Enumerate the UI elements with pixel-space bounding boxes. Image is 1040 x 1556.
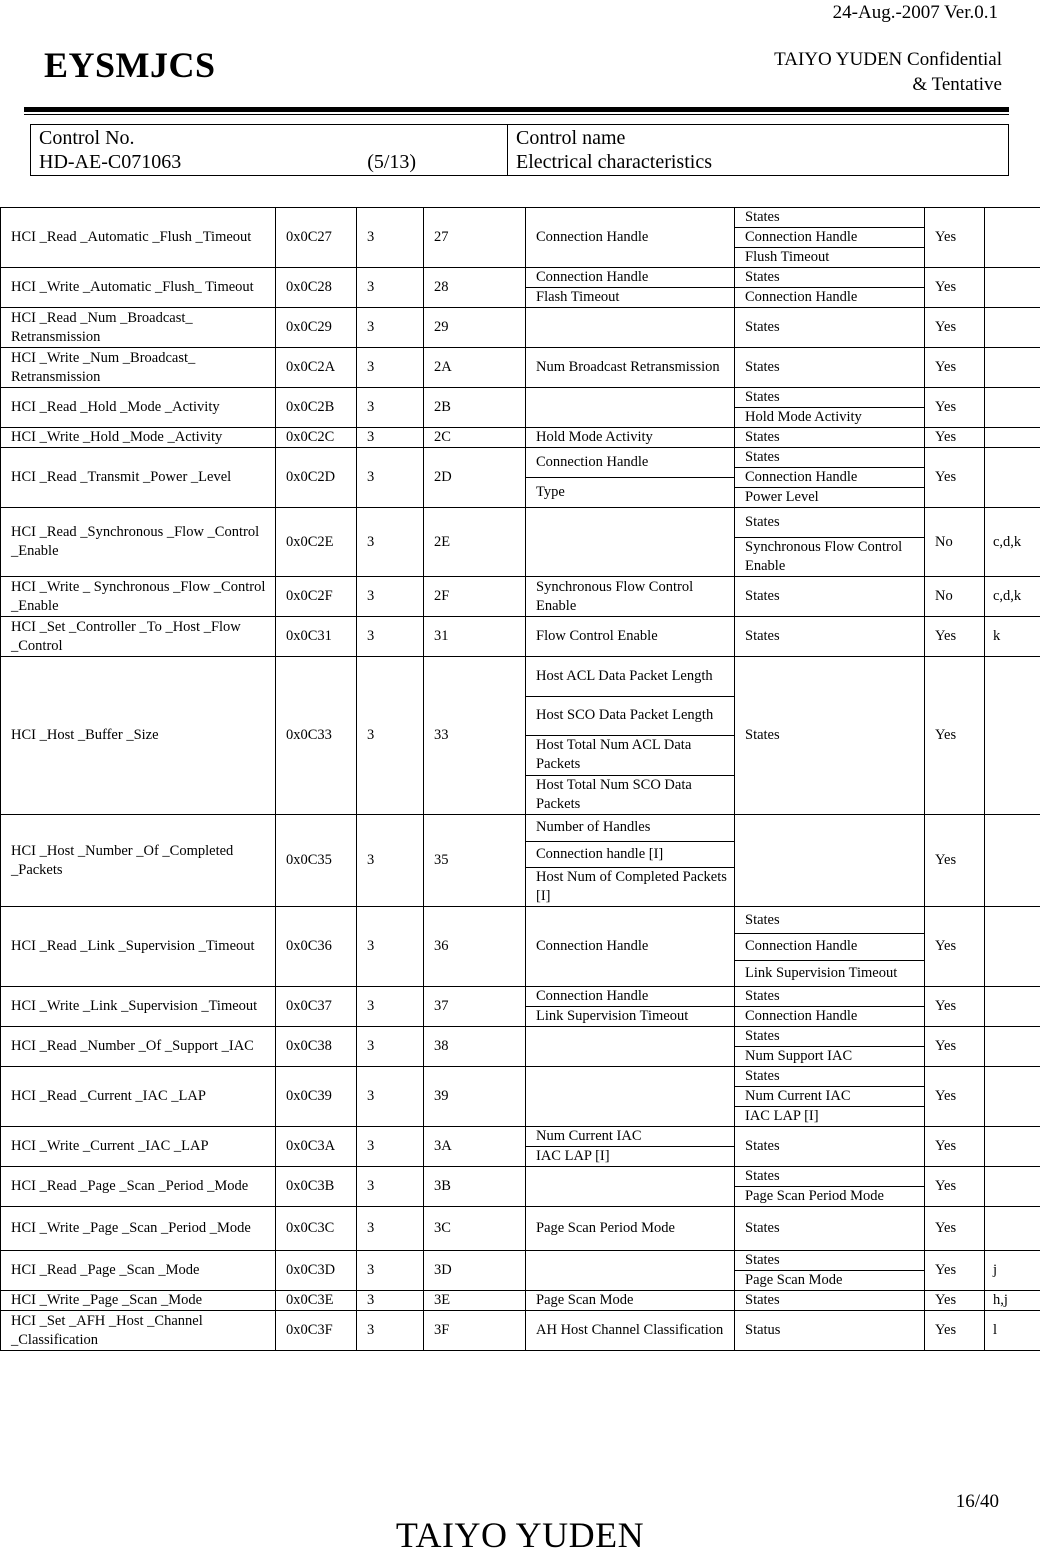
command-parameter-cell: Hold Mode Activity [526, 428, 735, 448]
return-parameter-cell: Page Scan Mode [735, 1271, 925, 1291]
ocf-cell: 2B [424, 388, 526, 428]
ogf-cell: 3 [357, 1207, 424, 1251]
control-page-ref: (5/13) [367, 150, 416, 174]
command-cell: HCI _Read _Automatic _Flush _Timeout [1, 208, 276, 268]
notes-cell: c,d,k [985, 508, 1040, 577]
supported-cell: Yes [925, 617, 985, 657]
ocf-cell: 29 [424, 308, 526, 348]
control-name-cell [508, 125, 1009, 176]
table-row [1, 1127, 1040, 1147]
command-parameter-cell [526, 1251, 735, 1291]
opcode-cell: 0x0C39 [276, 1067, 357, 1127]
command-cell: HCI _Read _Page _Scan _Mode [1, 1251, 276, 1291]
opcode-cell: 0x0C36 [276, 907, 357, 987]
ogf-cell: 3 [357, 1167, 424, 1207]
ogf-cell: 3 [357, 1127, 424, 1167]
control-number-value: HD-AE-C071063 [39, 151, 181, 173]
command-parameter-cell: Host Total Num ACL Data Packets [526, 736, 735, 776]
ocf-cell: 3E [424, 1291, 526, 1311]
notes-cell [985, 815, 1040, 907]
ocf-cell: 31 [424, 617, 526, 657]
table-row [1, 657, 1040, 697]
ogf-cell: 3 [357, 448, 424, 508]
ogf-cell: 3 [357, 388, 424, 428]
opcode-cell: 0x0C3B [276, 1167, 357, 1207]
ogf-cell: 3 [357, 208, 424, 268]
return-parameter-cell: States [735, 428, 925, 448]
command-cell: HCI _Read _Hold _Mode _Activity [1, 388, 276, 428]
ocf-cell: 2A [424, 348, 526, 388]
ogf-cell: 3 [357, 577, 424, 617]
supported-cell: Yes [925, 268, 985, 308]
opcode-cell: 0x0C2F [276, 577, 357, 617]
ogf-cell: 3 [357, 1027, 424, 1067]
return-parameter-cell: Connection Handle [735, 1007, 925, 1027]
return-parameter-cell: States [735, 1127, 925, 1167]
notes-cell [985, 1207, 1040, 1251]
supported-cell: No [925, 508, 985, 577]
command-parameter-cell [526, 388, 735, 428]
supported-cell: Yes [925, 907, 985, 987]
table-row [1, 268, 1040, 288]
opcode-cell: 0x0C2C [276, 428, 357, 448]
header-thin-rule [24, 114, 1009, 115]
return-parameter-cell: States [735, 348, 925, 388]
command-parameter-cell [526, 1027, 735, 1067]
return-parameter-cell: Page Scan Period Mode [735, 1187, 925, 1207]
command-parameter-cell: Host Num of Completed Packets [I] [526, 868, 735, 907]
command-parameter-cell: Host Total Num SCO Data Packets [526, 775, 735, 815]
command-cell: HCI _Write _Hold _Mode _Activity [1, 428, 276, 448]
return-parameter-cell: States [735, 1067, 925, 1087]
command-parameter-cell [526, 1167, 735, 1207]
control-number-cell [31, 125, 508, 176]
table-row [1, 428, 1040, 448]
command-cell: HCI _Set _Controller _To _Host _Flow _Control [1, 617, 276, 657]
ocf-cell: 2C [424, 428, 526, 448]
ogf-cell: 3 [357, 1067, 424, 1127]
supported-cell: Yes [925, 1207, 985, 1251]
command-parameter-cell: AH Host Channel Classification [526, 1311, 735, 1351]
supported-cell: Yes [925, 428, 985, 448]
notes-cell [985, 1127, 1040, 1167]
command-cell: HCI _Read _Page _Scan _Period _Mode [1, 1167, 276, 1207]
table-row [1, 1067, 1040, 1087]
command-cell: HCI _Write _Current _IAC _LAP [1, 1127, 276, 1167]
supported-cell: Yes [925, 987, 985, 1027]
command-parameter-cell: Page Scan Mode [526, 1291, 735, 1311]
confidential-line-2: & Tentative [774, 72, 1002, 97]
command-cell: HCI _Read _Link _Supervision _Timeout [1, 907, 276, 987]
return-parameter-cell: States [735, 617, 925, 657]
return-parameter-cell: Num Support IAC [735, 1047, 925, 1067]
return-parameter-cell: States [735, 577, 925, 617]
table-row [1, 1167, 1040, 1187]
ogf-cell: 3 [357, 428, 424, 448]
notes-cell [985, 907, 1040, 987]
command-cell: HCI _Write _Automatic _Flush_ Timeout [1, 268, 276, 308]
ocf-cell: 2D [424, 448, 526, 508]
command-parameter-cell: IAC LAP [I] [526, 1147, 735, 1167]
table-row [1, 617, 1040, 657]
opcode-cell: 0x0C31 [276, 617, 357, 657]
ocf-cell: 38 [424, 1027, 526, 1067]
hci-command-table-body [1, 208, 1040, 1351]
ogf-cell: 3 [357, 348, 424, 388]
control-name-value: Electrical characteristics [516, 150, 1000, 174]
table-row [1, 348, 1040, 388]
supported-cell: Yes [925, 1067, 985, 1127]
opcode-cell: 0x0C2D [276, 448, 357, 508]
command-parameter-cell: Host SCO Data Packet Length [526, 696, 735, 736]
ogf-cell: 3 [357, 1251, 424, 1291]
opcode-cell: 0x0C2B [276, 388, 357, 428]
notes-cell: k [985, 617, 1040, 657]
notes-cell: c,d,k [985, 577, 1040, 617]
command-cell: HCI _Read _Number _Of _Support _IAC [1, 1027, 276, 1067]
command-parameter-cell: Num Current IAC [526, 1127, 735, 1147]
confidential-line-1: TAIYO YUDEN Confidential [774, 47, 1002, 72]
return-parameter-cell: Link Supervision Timeout [735, 960, 925, 987]
ocf-cell: 3B [424, 1167, 526, 1207]
return-parameter-cell: Connection Handle [735, 228, 925, 248]
return-parameter-cell: States [735, 208, 925, 228]
return-parameter-cell: IAC LAP [I] [735, 1107, 925, 1127]
return-parameter-cell: Status [735, 1311, 925, 1351]
opcode-cell: 0x0C27 [276, 208, 357, 268]
control-info-table [30, 124, 1009, 176]
supported-cell: Yes [925, 308, 985, 348]
return-parameter-cell: States [735, 1251, 925, 1271]
supported-cell: Yes [925, 348, 985, 388]
command-cell: HCI _Set _AFH _Host _Channel _Classification [1, 1311, 276, 1351]
command-cell: HCI _Read _Synchronous _Flow _Control _Enable [1, 508, 276, 577]
return-parameter-cell: States [735, 1291, 925, 1311]
notes-cell [985, 348, 1040, 388]
command-cell: HCI _Write _Page _Scan _Period _Mode [1, 1207, 276, 1251]
notes-cell [985, 987, 1040, 1027]
supported-cell: No [925, 577, 985, 617]
table-row [1, 308, 1040, 348]
ogf-cell: 3 [357, 1291, 424, 1311]
table-row [1, 508, 1040, 538]
supported-cell: Yes [925, 1291, 985, 1311]
notes-cell: h,j [985, 1291, 1040, 1311]
opcode-cell: 0x0C3C [276, 1207, 357, 1251]
command-parameter-cell: Link Supervision Timeout [526, 1007, 735, 1027]
supported-cell: Yes [925, 448, 985, 508]
ocf-cell: 3A [424, 1127, 526, 1167]
return-parameter-cell: States [735, 1167, 925, 1187]
ogf-cell: 3 [357, 617, 424, 657]
table-row [1, 987, 1040, 1007]
opcode-cell: 0x0C29 [276, 308, 357, 348]
return-parameter-cell: States [735, 987, 925, 1007]
return-parameter-cell: Connection Handle [735, 933, 925, 960]
table-row [1, 1027, 1040, 1047]
ocf-cell: 36 [424, 907, 526, 987]
command-parameter-cell: Synchronous Flow Control Enable [526, 577, 735, 617]
hci-command-table [0, 207, 1040, 1351]
opcode-cell: 0x0C28 [276, 268, 357, 308]
header-thick-rule [24, 107, 1009, 112]
supported-cell: Yes [925, 657, 985, 815]
return-parameter-cell: Power Level [735, 488, 925, 508]
opcode-cell: 0x0C35 [276, 815, 357, 907]
return-parameter-cell: States [735, 448, 925, 468]
command-parameter-cell: Page Scan Period Mode [526, 1207, 735, 1251]
command-cell: HCI _Host _Buffer _Size [1, 657, 276, 815]
command-cell: HCI _Write _Num _Broadcast_ Retransmission [1, 348, 276, 388]
table-row [1, 1251, 1040, 1271]
ocf-cell: 27 [424, 208, 526, 268]
return-parameter-cell: States [735, 268, 925, 288]
return-parameter-cell: States [735, 1207, 925, 1251]
ocf-cell: 33 [424, 657, 526, 815]
notes-cell: j [985, 1251, 1040, 1291]
ocf-cell: 2E [424, 508, 526, 577]
command-parameter-cell: Type [526, 478, 735, 508]
command-cell: HCI _Write _Page _Scan _Mode [1, 1291, 276, 1311]
supported-cell: Yes [925, 1251, 985, 1291]
return-parameter-cell: Flush Timeout [735, 248, 925, 268]
footer-brand: TAIYO YUDEN [0, 1514, 1040, 1556]
table-row [1, 448, 1040, 458]
command-parameter-cell [526, 1067, 735, 1127]
ogf-cell: 3 [357, 308, 424, 348]
command-cell: HCI _Read _Transmit _Power _Level [1, 448, 276, 508]
command-parameter-cell: Connection Handle [526, 268, 735, 288]
confidential-notice [774, 47, 1002, 97]
ocf-cell: 28 [424, 268, 526, 308]
supported-cell: Yes [925, 208, 985, 268]
table-row [1, 208, 1040, 228]
opcode-cell: 0x0C37 [276, 987, 357, 1027]
table-row [1, 388, 1040, 408]
opcode-cell: 0x0C3D [276, 1251, 357, 1291]
table-row [1, 815, 1040, 842]
command-parameter-cell: Connection Handle [526, 907, 735, 987]
opcode-cell: 0x0C2E [276, 508, 357, 577]
supported-cell: Yes [925, 1027, 985, 1067]
ogf-cell: 3 [357, 657, 424, 815]
return-parameter-cell: States [735, 508, 925, 538]
ocf-cell: 39 [424, 1067, 526, 1127]
notes-cell [985, 308, 1040, 348]
return-parameter-cell: Num Current IAC [735, 1087, 925, 1107]
table-row [1, 907, 1040, 934]
ocf-cell: 3C [424, 1207, 526, 1251]
return-parameter-cell: Connection Handle [735, 468, 925, 488]
notes-cell [985, 208, 1040, 268]
ogf-cell: 3 [357, 907, 424, 987]
return-parameter-cell: Synchronous Flow Control Enable [735, 538, 925, 577]
notes-cell [985, 1027, 1040, 1067]
command-parameter-cell: Num Broadcast Retransmission [526, 348, 735, 388]
ocf-cell: 3D [424, 1251, 526, 1291]
opcode-cell: 0x0C2A [276, 348, 357, 388]
opcode-cell: 0x0C3F [276, 1311, 357, 1351]
return-parameter-cell [735, 815, 925, 907]
notes-cell [985, 448, 1040, 508]
notes-cell [985, 268, 1040, 308]
return-parameter-cell: States [735, 907, 925, 934]
notes-cell [985, 1167, 1040, 1207]
ogf-cell: 3 [357, 268, 424, 308]
command-parameter-cell [526, 308, 735, 348]
return-parameter-cell: States [735, 388, 925, 408]
supported-cell: Yes [925, 815, 985, 907]
document-logo-text: EYSMJCS [44, 44, 216, 86]
command-parameter-cell: Connection Handle [526, 448, 735, 478]
opcode-cell: 0x0C3A [276, 1127, 357, 1167]
document-date-version: 24-Aug.-2007 Ver.0.1 [833, 2, 998, 24]
command-parameter-cell [526, 508, 735, 577]
opcode-cell: 0x0C33 [276, 657, 357, 815]
return-parameter-cell: States [735, 308, 925, 348]
control-number-label: Control No. [39, 126, 499, 150]
ocf-cell: 3F [424, 1311, 526, 1351]
notes-cell [985, 428, 1040, 448]
command-parameter-cell: Flow Control Enable [526, 617, 735, 657]
notes-cell: l [985, 1311, 1040, 1351]
table-row [1, 1311, 1040, 1351]
command-parameter-cell: Host ACL Data Packet Length [526, 657, 735, 697]
table-row [1, 1207, 1040, 1251]
control-name-label: Control name [516, 126, 1000, 150]
opcode-cell: 0x0C38 [276, 1027, 357, 1067]
ocf-cell: 2F [424, 577, 526, 617]
notes-cell [985, 657, 1040, 815]
command-parameter-cell: Connection Handle [526, 987, 735, 1007]
command-parameter-cell: Connection handle [I] [526, 841, 735, 868]
ocf-cell: 35 [424, 815, 526, 907]
ogf-cell: 3 [357, 1311, 424, 1351]
return-parameter-cell: States [735, 657, 925, 815]
command-parameter-cell: Flash Timeout [526, 288, 735, 308]
page-number: 16/40 [956, 1491, 999, 1513]
notes-cell [985, 388, 1040, 428]
opcode-cell: 0x0C3E [276, 1291, 357, 1311]
supported-cell: Yes [925, 1167, 985, 1207]
command-cell: HCI _Read _Current _IAC _LAP [1, 1067, 276, 1127]
command-parameter-cell: Number of Handles [526, 815, 735, 842]
return-parameter-cell: Connection Handle [735, 288, 925, 308]
command-parameter-cell: Connection Handle [526, 208, 735, 268]
notes-cell [985, 1067, 1040, 1127]
control-number-value-line [39, 150, 499, 174]
supported-cell: Yes [925, 1127, 985, 1167]
ogf-cell: 3 [357, 815, 424, 907]
ogf-cell: 3 [357, 508, 424, 577]
table-row [1, 1291, 1040, 1311]
command-cell: HCI _Write _Link _Supervision _Timeout [1, 987, 276, 1027]
command-cell: HCI _Read _Num _Broadcast_ Retransmission [1, 308, 276, 348]
supported-cell: Yes [925, 388, 985, 428]
command-cell: HCI _Write _ Synchronous _Flow _Control _Enable [1, 577, 276, 617]
return-parameter-cell: Hold Mode Activity [735, 408, 925, 428]
ocf-cell: 37 [424, 987, 526, 1027]
ogf-cell: 3 [357, 987, 424, 1027]
table-row [1, 577, 1040, 617]
supported-cell: Yes [925, 1311, 985, 1351]
return-parameter-cell: States [735, 1027, 925, 1047]
command-cell: HCI _Host _Number _Of _Completed _Packets [1, 815, 276, 907]
